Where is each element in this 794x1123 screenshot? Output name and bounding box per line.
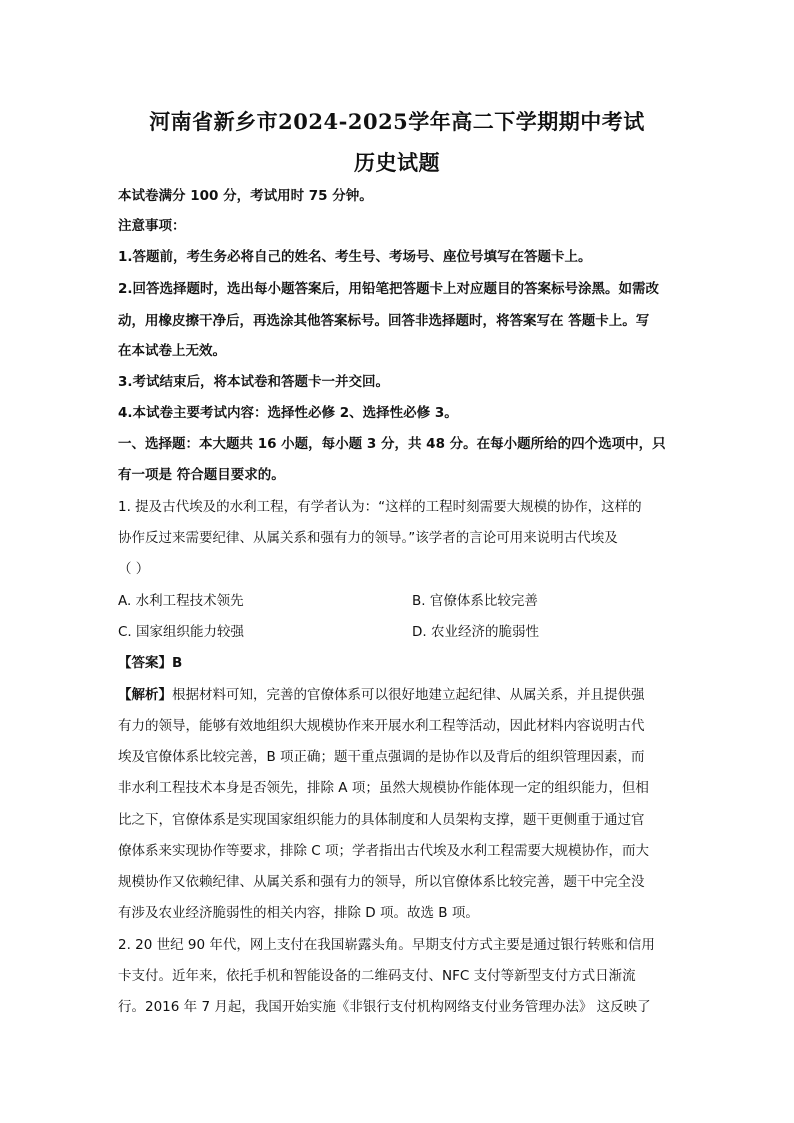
q1-option-c: C. 国家组织能力较强 xyxy=(118,624,245,640)
notes-heading: 注意事项： xyxy=(118,218,186,234)
q1-analysis-line-2: 有力的领导，能够有效地组织大规模协作来开展水利工程等活动，因此材料内容说明古代 xyxy=(118,718,645,734)
q1-answer-text: 【答案】B xyxy=(118,655,183,671)
section-heading-line-2: 有一项是 符合题目要求的。 xyxy=(118,467,285,483)
q1-option-b: B. 官僚体系比较完善 xyxy=(412,593,538,609)
q1-analysis-line-4: 非水利工程技术本身是否领先，排除 A 项；虽然大规模协作能体现一定的组织能力，但相 xyxy=(118,780,649,796)
note-4: 4.本试卷主要考试内容：选择性必修 2、选择性必修 3。 xyxy=(118,405,458,421)
note-1: 1.答题前，考生务必将自己的姓名、考生号、考场号、座位号填写在答题卡上。 xyxy=(118,249,592,265)
q2-stem-line-2: 卡支付。近年来，依托手机和智能设备的二维码支付、NFC 支付等新型支付方式日渐流 xyxy=(118,968,636,984)
q1-answer-paren: （ ） xyxy=(118,561,150,577)
q2-stem-line-1: 2. 20 世纪 90 年代，网上支付在我国崭露头角。早期支付方式主要是通过银行转账和信用 xyxy=(118,937,655,953)
q1-answer xyxy=(118,653,678,673)
q1-analysis-line-5: 比之下，官僚体系是实现国家组织能力的具体制度和人员架构支撑，题干更侧重于通过官 xyxy=(118,812,645,828)
note-2-line-3: 在本试卷上无效。 xyxy=(118,343,226,359)
q1-analysis-line-7: 规模协作又依赖纪律、从属关系和强有力的领导，所以官僚体系比较完善，题干中完全没 xyxy=(118,874,645,890)
q1-analysis-line-6: 僚体系来实现协作等要求，排除 C 项；学者指出古代埃及水利工程需要大规模协作，而大 xyxy=(118,843,650,859)
q1-analysis-line-3: 埃及官僚体系比较完善，B 项正确；题干重点强调的是协作以及背后的组织管理因素，而 xyxy=(118,749,645,765)
q1-analysis-text: 根据材料可知，完善的官僚体系可以很好地建立起纪律、从属关系，并且提供强 xyxy=(172,687,645,703)
q2-stem-line-3: 行。2016 年 7 月起，我国开始实施《非银行支付机构网络支付业务管理办法》 这反映了 xyxy=(118,999,651,1015)
q1-option-a: A. 水利工程技术领先 xyxy=(118,593,244,609)
note-3: 3.考试结束后，将本试卷和答题卡一并交回。 xyxy=(118,374,390,390)
page-title: 河南省新乡市2024-2025学年高二下学期期中考试 xyxy=(149,109,645,134)
page-subtitle: 历史试题 xyxy=(354,150,440,175)
section-heading-line-1: 一、选择题：本大题共 16 小题，每小题 3 分，共 48 分。在每小题所给的四个选项中，只 xyxy=(118,436,666,452)
note-2-line-1: 2.回答选择题时，选出每小题答案后，用铅笔把答题卡上对应题目的答案标号涂黑。如需改 xyxy=(118,281,660,297)
q1-stem-line-2: 协作反过来需要纪律、从属关系和强有力的领导。”该学者的言论可用来说明古代埃及 xyxy=(118,530,618,546)
q1-analysis-line-8: 有涉及农业经济脆弱性的相关内容，排除 D 项。故选 B 项。 xyxy=(118,905,479,921)
note-2-line-2: 动，用橡皮擦干净后，再选涂其他答案标号。回答非选择题时，将答案写在 答题卡上。写 xyxy=(118,313,650,329)
score-time-line: 本试卷满分 100 分，考试用时 75 分钟。 xyxy=(118,188,373,204)
q1-analysis-line-1 xyxy=(118,685,678,705)
q1-stem-line-1: 1. 提及古代埃及的水利工程，有学者认为：“这样的工程时刻需要大规模的协作，这样的 xyxy=(118,499,642,515)
q1-option-d: D. 农业经济的脆弱性 xyxy=(412,624,539,640)
q1-analysis-label: 【解析】 xyxy=(118,687,172,703)
